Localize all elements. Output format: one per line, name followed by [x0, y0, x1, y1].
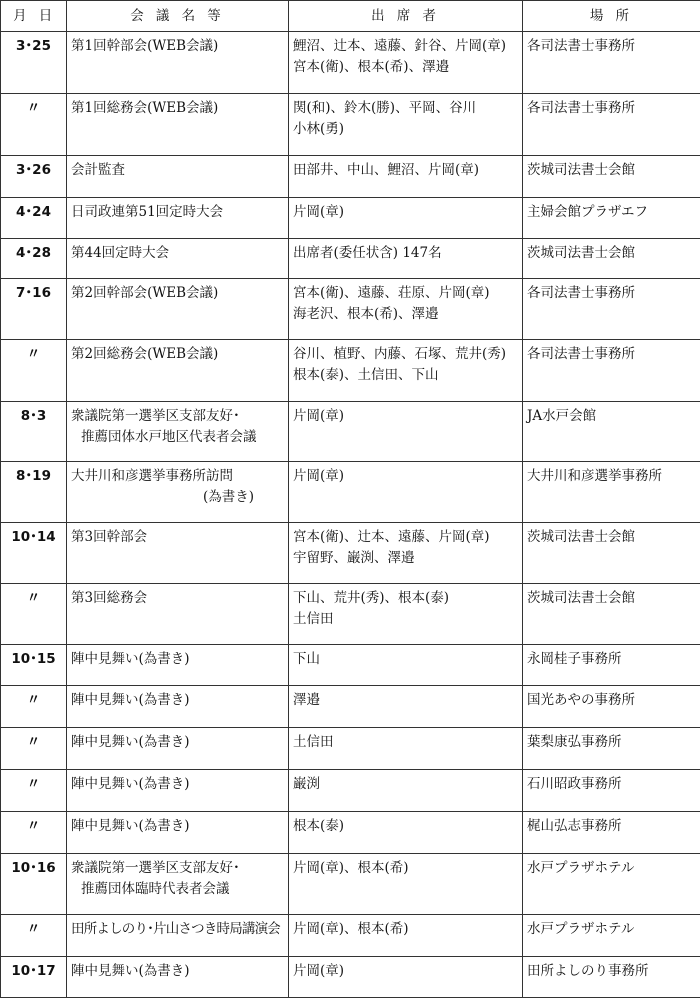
attendees-line: 根本(泰) — [293, 816, 518, 837]
date-cell: 3･26 — [1, 156, 67, 198]
attendees-line: 宮本(衛)、根本(希)、澤邉 — [293, 57, 518, 78]
meeting-line: 衆議院第一選挙区支部友好･ — [71, 858, 284, 879]
meeting-cell — [67, 584, 289, 645]
meeting-line: 衆議院第一選挙区支部友好･ — [71, 406, 284, 427]
attendees-line: 巌渕 — [293, 774, 518, 795]
attendees-cell — [289, 340, 523, 402]
date-cell: 〃 — [1, 728, 67, 770]
date-cell: 10･15 — [1, 645, 67, 686]
table-row — [1, 279, 700, 340]
place-cell: 水戸プラザホテル — [523, 915, 700, 957]
meeting-cell — [67, 957, 289, 998]
table-row — [1, 198, 700, 239]
place-cell: 田所よしのり事務所 — [523, 957, 700, 998]
place-cell: 永岡桂子事務所 — [523, 645, 700, 686]
date-cell: 4･24 — [1, 198, 67, 239]
attendees-line: 田部井、中山、鯉沼、片岡(章) — [293, 160, 518, 181]
date-cell: 7･16 — [1, 279, 67, 340]
meeting-line: 日司政連第51回定時大会 — [71, 202, 284, 223]
attendees-cell — [289, 957, 523, 998]
meeting-cell — [67, 402, 289, 462]
meeting-cell — [67, 156, 289, 198]
attendees-line: 根本(泰)、土信田、下山 — [293, 365, 518, 386]
attendees-cell — [289, 770, 523, 812]
header-attendees: 出席者 — [289, 1, 523, 32]
attendees-line: 海老沢、根本(希)、澤邉 — [293, 304, 518, 325]
attendees-cell — [289, 462, 523, 523]
meeting-cell — [67, 279, 289, 340]
meeting-cell — [67, 32, 289, 94]
attendees-line: 土信田 — [293, 732, 518, 753]
attendees-cell — [289, 279, 523, 340]
attendees-line: 関(和)、鈴木(勝)、平岡、谷川 — [293, 98, 518, 119]
date-cell: 〃 — [1, 94, 67, 156]
attendees-cell — [289, 523, 523, 584]
table-header — [1, 1, 700, 32]
table-row — [1, 770, 700, 812]
date-cell: 〃 — [1, 770, 67, 812]
attendees-line: 澤邉 — [293, 690, 518, 711]
attendees-cell — [289, 915, 523, 957]
meeting-line: 陣中見舞い(為書き) — [71, 816, 284, 837]
meeting-cell — [67, 812, 289, 854]
meeting-cell — [67, 198, 289, 239]
table-row — [1, 523, 700, 584]
date-cell: 10･14 — [1, 523, 67, 584]
attendees-line: 出席者(委任状含) 147名 — [293, 243, 518, 264]
attendees-cell — [289, 402, 523, 462]
header-date: 月日 — [1, 1, 67, 32]
meeting-cell — [67, 686, 289, 728]
date-cell: 8･19 — [1, 462, 67, 523]
place-cell: 各司法書士事務所 — [523, 32, 700, 94]
attendees-line: 下山、荒井(秀)、根本(泰) — [293, 588, 518, 609]
attendees-cell — [289, 686, 523, 728]
table-row — [1, 402, 700, 462]
date-cell: 〃 — [1, 686, 67, 728]
meeting-cell — [67, 854, 289, 915]
attendees-cell — [289, 94, 523, 156]
attendees-line: 宮本(衛)、遠藤、荘原、片岡(章) — [293, 283, 518, 304]
place-cell: 茨城司法書士会館 — [523, 239, 700, 279]
table-row — [1, 915, 700, 957]
table-row — [1, 812, 700, 854]
meeting-line: 推薦団体水戸地区代表者会議 — [71, 427, 284, 448]
meeting-line: 陣中見舞い(為書き) — [71, 961, 284, 982]
place-cell: 葉梨康弘事務所 — [523, 728, 700, 770]
place-cell: 各司法書士事務所 — [523, 340, 700, 402]
meeting-line: 第1回総務会(WEB会議) — [71, 98, 284, 119]
attendees-cell — [289, 32, 523, 94]
attendees-line: 鯉沼、辻本、遠藤、針谷、片岡(章) — [293, 36, 518, 57]
attendees-line: 下山 — [293, 649, 518, 670]
meeting-line: 第3回幹部会 — [71, 527, 284, 548]
attendees-cell — [289, 156, 523, 198]
date-cell: 〃 — [1, 340, 67, 402]
meeting-line: 陣中見舞い(為書き) — [71, 774, 284, 795]
meeting-cell — [67, 645, 289, 686]
meeting-cell — [67, 94, 289, 156]
meeting-line: (為書き) — [71, 487, 284, 508]
attendees-line: 片岡(章) — [293, 406, 518, 427]
attendees-cell — [289, 728, 523, 770]
meeting-line: 第3回総務会 — [71, 588, 284, 609]
attendees-cell — [289, 239, 523, 279]
attendees-line: 片岡(章) — [293, 202, 518, 223]
date-cell: 3･25 — [1, 32, 67, 94]
table-row — [1, 94, 700, 156]
place-cell: 水戸プラザホテル — [523, 854, 700, 915]
table-row — [1, 340, 700, 402]
date-cell: 〃 — [1, 812, 67, 854]
date-cell: 〃 — [1, 584, 67, 645]
date-cell: 10･16 — [1, 854, 67, 915]
table-row — [1, 957, 700, 998]
meeting-line: 第2回総務会(WEB会議) — [71, 344, 284, 365]
table-row — [1, 728, 700, 770]
table-row — [1, 239, 700, 279]
attendees-line: 谷川、植野、内藤、石塚、荒井(秀) — [293, 344, 518, 365]
header-row — [1, 1, 700, 32]
table-row — [1, 854, 700, 915]
meeting-cell — [67, 462, 289, 523]
table-body — [1, 32, 700, 998]
place-cell: 茨城司法書士会館 — [523, 156, 700, 198]
meeting-line: 第2回幹部会(WEB会議) — [71, 283, 284, 304]
table-row — [1, 32, 700, 94]
meeting-line: 第44回定時大会 — [71, 243, 284, 264]
meeting-cell — [67, 915, 289, 957]
meeting-line: 田所よしのり･片山さつき時局講演会 — [71, 919, 284, 940]
place-cell: 石川昭政事務所 — [523, 770, 700, 812]
attendees-cell — [289, 854, 523, 915]
place-cell: JA水戸会館 — [523, 402, 700, 462]
place-cell: 国光あやの事務所 — [523, 686, 700, 728]
meeting-line: 陣中見舞い(為書き) — [71, 732, 284, 753]
table-row — [1, 645, 700, 686]
meeting-cell — [67, 340, 289, 402]
place-cell: 主婦会館プラザエフ — [523, 198, 700, 239]
date-cell: 10･17 — [1, 957, 67, 998]
attendees-cell — [289, 812, 523, 854]
attendees-cell — [289, 584, 523, 645]
table-row — [1, 462, 700, 523]
table-row — [1, 156, 700, 198]
attendees-line: 小林(勇) — [293, 119, 518, 140]
attendees-cell — [289, 645, 523, 686]
meeting-line: 大井川和彦選挙事務所訪問 — [71, 466, 284, 487]
place-cell: 大井川和彦選挙事務所 — [523, 462, 700, 523]
meeting-line: 陣中見舞い(為書き) — [71, 649, 284, 670]
meeting-cell — [67, 770, 289, 812]
table-row — [1, 584, 700, 645]
attendees-line: 片岡(章) — [293, 961, 518, 982]
attendees-line: 土信田 — [293, 609, 518, 630]
attendees-line: 片岡(章)、根本(希) — [293, 919, 518, 940]
meeting-cell — [67, 239, 289, 279]
date-cell: 8･3 — [1, 402, 67, 462]
meeting-cell — [67, 728, 289, 770]
place-cell: 梶山弘志事務所 — [523, 812, 700, 854]
attendees-line: 宮本(衛)、辻本、遠藤、片岡(章) — [293, 527, 518, 548]
table-row — [1, 686, 700, 728]
attendees-cell — [289, 198, 523, 239]
date-cell: 4･28 — [1, 239, 67, 279]
meeting-line: 陣中見舞い(為書き) — [71, 690, 284, 711]
place-cell: 各司法書士事務所 — [523, 279, 700, 340]
meeting-line: 第1回幹部会(WEB会議) — [71, 36, 284, 57]
place-cell: 茨城司法書士会館 — [523, 584, 700, 645]
attendees-line: 片岡(章)、根本(希) — [293, 858, 518, 879]
place-cell: 茨城司法書士会館 — [523, 523, 700, 584]
meeting-line: 会計監査 — [71, 160, 284, 181]
attendees-line: 宇留野、巌渕、澤邉 — [293, 548, 518, 569]
header-place: 場所 — [523, 1, 700, 32]
meeting-line: 推薦団体臨時代表者会議 — [71, 879, 284, 900]
attendees-line: 片岡(章) — [293, 466, 518, 487]
date-cell: 〃 — [1, 915, 67, 957]
place-cell: 各司法書士事務所 — [523, 94, 700, 156]
header-meeting: 会議名等 — [67, 1, 289, 32]
meeting-cell — [67, 523, 289, 584]
